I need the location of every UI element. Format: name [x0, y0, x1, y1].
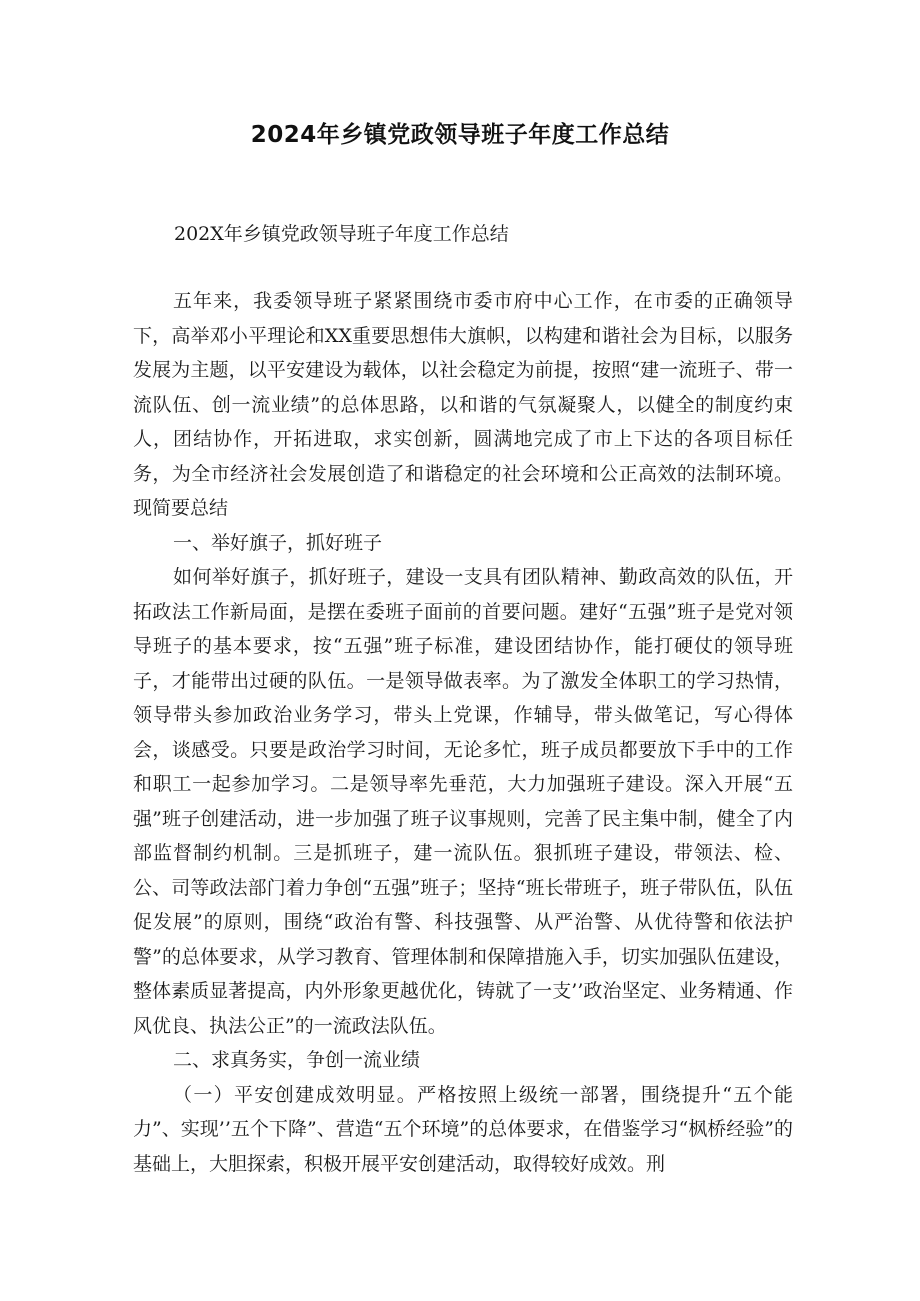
- section-heading-2: 二、求真务实，争创一流业绩: [173, 1049, 421, 1071]
- paragraph-intro: 五年来，我委领导班子紧紧围绕市委市府中心工作，在市委的正确领导下，高举邓小平理论和XX重要思想伟大旗帜，以构建和谐社会为目标，以服务发展为主题，以平安建设为载体，以社会稳定为前提，按照“建一流班子、带一流队伍、创一流业绩”的总体思路，以和谐的气氛凝聚人，以健全的制度约束人，团结协作，开拓进取，求实创新，圆满地完成了市上下达的各项目标任务，为全市经济社会发展创造了和谐稳定的社会环境和公正高效的法制环境。现简要总结: [133, 290, 793, 519]
- paragraph-section-1: 如何举好旗子，抓好班子，建设一支具有团队精神、勤政高效的队伍，开拓政法工作新局面，是摆在委班子面前的首要问题。建好“五强”班子是党对领导班子的基本要求，按“五强”班子标准，建设团结协作，能打硬仗的领导班子，才能带出过硬的队伍。一是领导做表率。为了激发全体职工的学习热情，领导带头参加政治业务学习，带头上党课，作辅导，带头做笔记，写心得体会，谈感受。只要是政治学习时间，无论多忙，班子成员都要放下手中的工作和职工一起参加学习。二是领导率先垂范，大力加强班子建设。深入开展“五强”班子创建活动，进一步加强了班子议事规则，完善了民主集中制，健全了内部监督制约机制。三是抓班子，建一流队伍。狠抓班子建设，带领法、检、公、司等政法部门着力争创“五强”班子；坚持“班长带班子，班子带队伍，队伍促发展”的原则，围绕“政治有警、科技强警、从严治警、从优待警和依法护警”的总体要求，从学习教育、管理体制和保障措施入手，切实加强队伍建设，整体素质显著提高，内外形象更越优化，铸就了一支’’政治坚定、业务精通、作风优良、执法公正”的一流政法队伍。: [133, 566, 793, 1037]
- document-title: 2024年乡镇党政领导班子年度工作总结: [250, 122, 670, 148]
- document-subtitle: 202X年乡镇党政领导班子年度工作总结: [174, 223, 509, 245]
- document-body: [133, 284, 793, 1181]
- paragraph-section-2-item-1: （一）平安创建成效明显。严格按照上级统一部署，围绕提升“五个能力”、实现’’五个下降”、营造“五个环境”的总体要求，在借鉴学习“枫桥经验”的基础上，大胆探索，积极开展平安创建活动，取得较好成效。刑: [133, 1083, 793, 1175]
- section-heading-1: 一、举好旗子，抓好班子: [173, 531, 383, 554]
